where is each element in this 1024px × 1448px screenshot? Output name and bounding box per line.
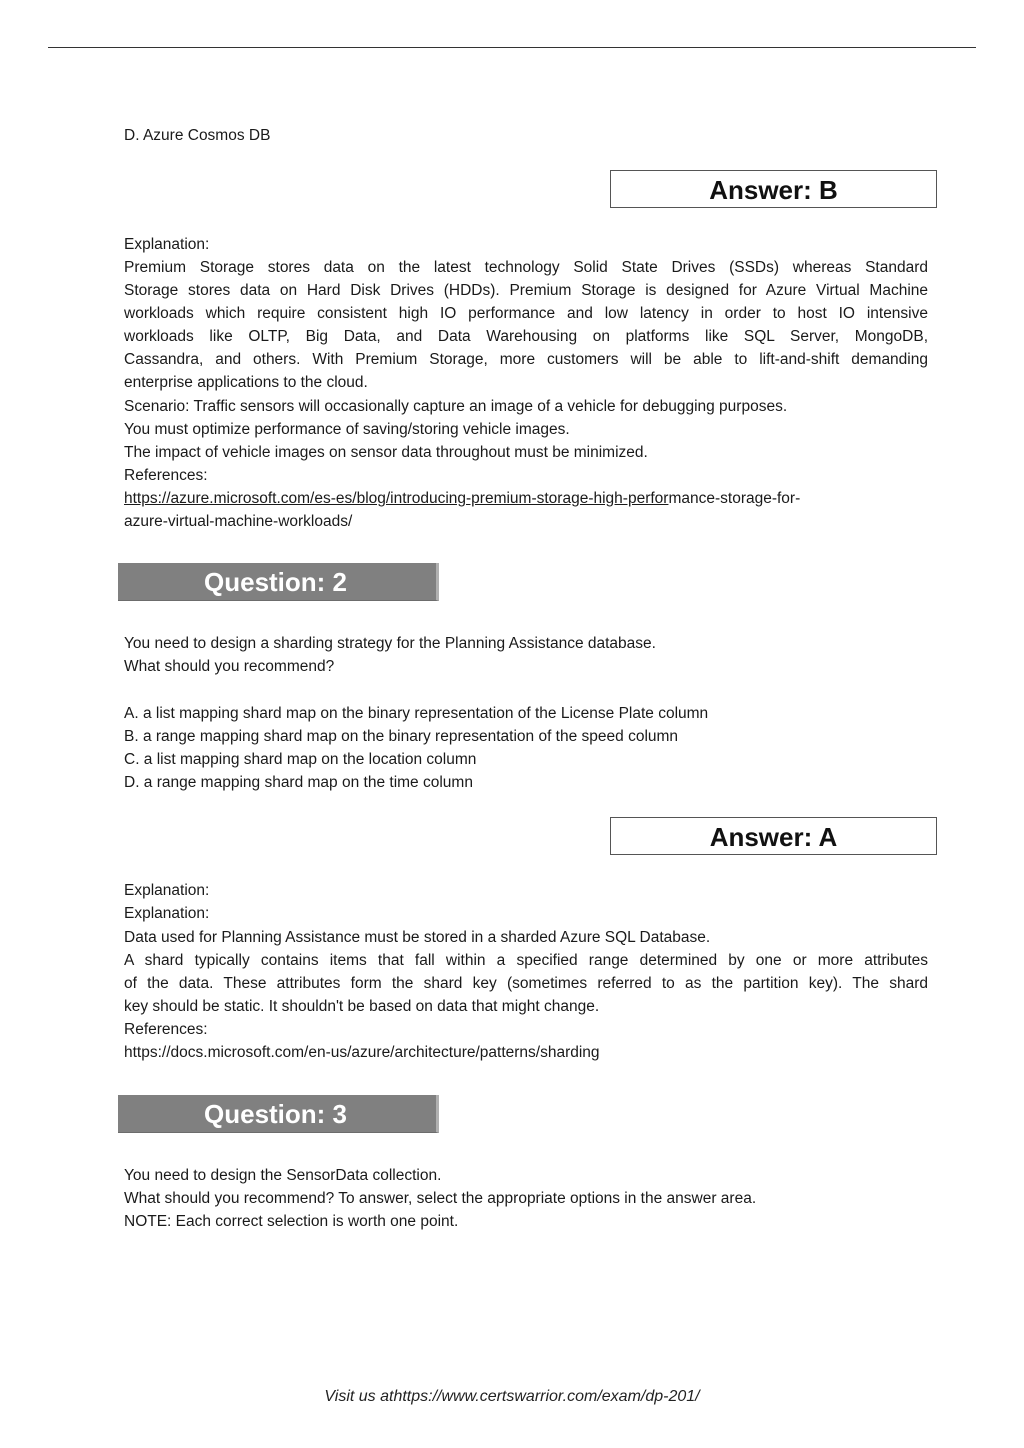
q2-answer-box	[610, 817, 937, 855]
q1-optimize: You must optimize performance of saving/storing vehicle images.	[124, 421, 570, 438]
q1-answer-box	[610, 170, 937, 208]
header-rule	[48, 47, 976, 48]
q1-reference-link-underlined[interactable]: https://azure.microsoft.com/es-es/blog/introducing-premium-storage-high-perfor	[124, 490, 669, 507]
q2-ask: What should you recommend?	[124, 658, 335, 675]
q2-shard-last: key should be static. It shouldn't be based on data that might change.	[124, 998, 600, 1015]
q1-reference-link-line2: azure-virtual-machine-workloads/	[124, 513, 353, 530]
q1-para-last: enterprise applications to the cloud.	[124, 374, 368, 391]
q2-option-d: D. a range mapping shard map on the time column	[124, 774, 473, 791]
q2-option-b: B. a range mapping shard map on the binary representation of the speed column	[124, 728, 679, 745]
q1-reference-link-rest: mance-storage-for-	[668, 490, 801, 507]
q1-references: References:	[124, 467, 208, 484]
question-2-banner	[118, 563, 439, 601]
q2-references: References:	[124, 1021, 208, 1038]
q1-para-line-4: workloads like OLTP, Big Data, and Data Warehousing on platforms like SQL Server, MongoDB,	[124, 328, 928, 345]
q2-prompt: You need to design a sharding strategy for the Planning Assistance database.	[124, 635, 656, 652]
q3-note: NOTE: Each correct selection is worth one point.	[124, 1213, 459, 1230]
q3-ask: What should you recommend? To answer, select the appropriate options in the answer area.	[124, 1190, 757, 1207]
q1-reference-link[interactable]	[124, 487, 800, 510]
q2-shard-line-1: A shard typically contains items that fall within a specified range determined by one or more attributes	[124, 952, 928, 969]
q3-prompt: You need to design the SensorData collection.	[124, 1167, 442, 1184]
question-3-title: Question: 3	[204, 1099, 348, 1129]
footer-visit-text[interactable]: Visit us athttps://www.certswarrior.com/exam/dp-201/	[324, 1388, 700, 1405]
q1-para-line-3: workloads which require consistent high IO performance and low latency in order to host IO intensive	[124, 305, 928, 322]
q2-explanation-heading-2: Explanation:	[124, 905, 210, 922]
q2-shard-line-2: of the data. These attributes form the shard key (sometimes referred to as the partition key). The shard	[124, 975, 928, 992]
question-3-banner	[118, 1095, 439, 1133]
q1-para-line-5: Cassandra, and others. With Premium Storage, more customers will be able to lift-and-shift demanding	[124, 351, 928, 368]
q2-data-used: Data used for Planning Assistance must be stored in a sharded Azure SQL Database.	[124, 929, 711, 946]
q1-option-d: D. Azure Cosmos DB	[124, 127, 271, 144]
q1-scenario: Scenario: Traffic sensors will occasionally capture an image of a vehicle for debugging purposes.	[124, 398, 788, 415]
q2-explanation-heading-1: Explanation:	[124, 882, 210, 899]
q2-reference-link[interactable]: https://docs.microsoft.com/en-us/azure/architecture/patterns/sharding	[124, 1044, 600, 1061]
q1-para-line-1: Premium Storage stores data on the latest technology Solid State Drives (SSDs) whereas Standard	[124, 259, 928, 276]
q1-explanation-heading: Explanation:	[124, 236, 210, 253]
q2-option-a: A. a list mapping shard map on the binary representation of the License Plate column	[124, 705, 709, 722]
q1-answer-text: Answer: B	[709, 175, 838, 205]
q1-para-line-2: Storage stores data on Hard Disk Drives (HDDs). Premium Storage is designed for Azure Virtual Machine	[124, 282, 928, 299]
q2-option-c: C. a list mapping shard map on the location column	[124, 751, 477, 768]
q2-answer-text: Answer: A	[709, 822, 838, 852]
question-2-title: Question: 2	[204, 567, 348, 597]
q1-impact: The impact of vehicle images on sensor data throughout must be minimized.	[124, 444, 648, 461]
